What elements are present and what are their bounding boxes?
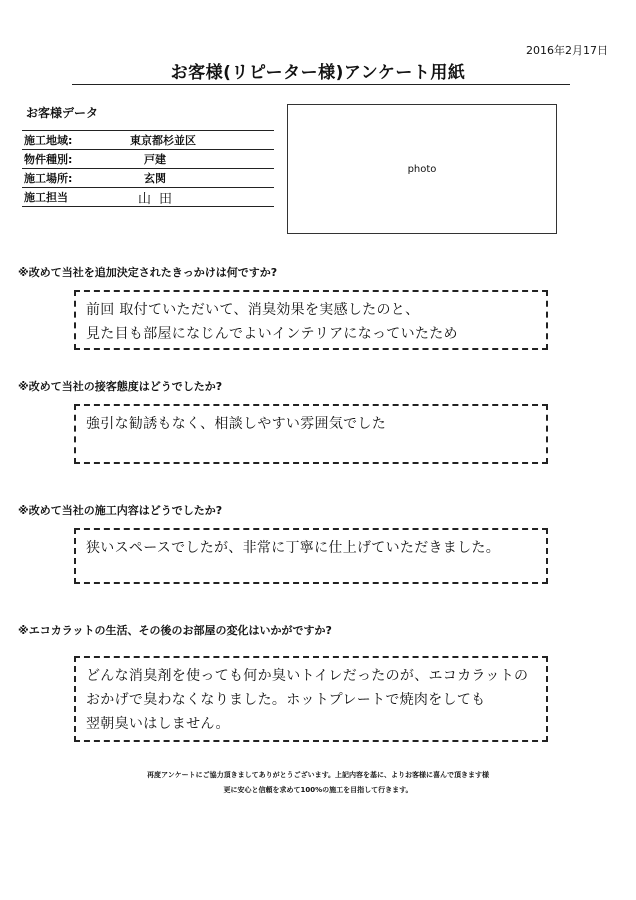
question-3: ※改めて当社の施工内容はどうでしたか? xyxy=(18,504,223,517)
question-2: ※改めて当社の接客態度はどうでしたか? xyxy=(18,380,223,393)
page-title: お客様(リピーター様)アンケート用紙 xyxy=(170,63,466,83)
answer-line: 前回 取付ていただいて、消臭効果を実感したのと、 xyxy=(86,302,420,318)
answer-line: 強引な勧誘もなく、相談しやすい雰囲気でした xyxy=(86,416,387,432)
answer-box-1 xyxy=(74,290,548,350)
info-row-location xyxy=(22,169,274,188)
closing-line: 再度アンケートにご協力頂きましてありがとうございます。上記内容を基に、よりお客様に喜んで頂きます様 xyxy=(146,771,490,779)
answer-box-4 xyxy=(74,656,548,742)
info-value: 東京都杉並区 xyxy=(130,134,196,147)
title-underline xyxy=(72,84,570,85)
answer-line: おかげで臭わなくなりました。ホットプレートで焼肉をしても xyxy=(86,692,486,708)
info-row-property-type xyxy=(22,150,274,169)
answer-line: 狭いスペースでしたが、非常に丁寧に仕上げていただきました。 xyxy=(86,540,500,556)
closing-line: 更に安心と信頼を求めて100%の施工を目指して行きます。 xyxy=(223,786,413,794)
answer-line: どんな消臭剤を使っても何か臭いトイレだったのが、エコカラットの xyxy=(86,668,529,684)
info-label: 物件種別: xyxy=(24,153,73,166)
question-1: ※改めて当社を追加決定されたきっかけは何ですか? xyxy=(18,266,278,279)
closing-message xyxy=(0,768,636,798)
info-label: 施工担当 xyxy=(24,191,68,204)
info-value: 玄関 xyxy=(144,172,166,185)
info-row-staff xyxy=(22,188,274,207)
info-label: 施工地域: xyxy=(24,134,73,147)
info-row-area xyxy=(22,130,274,150)
customer-info-table xyxy=(22,130,274,207)
info-label: 施工場所: xyxy=(24,172,73,185)
info-value: 戸建 xyxy=(144,153,166,166)
info-value-handwritten: 山田 xyxy=(138,191,181,207)
customer-data-header: お客様データ xyxy=(26,106,99,120)
photo-placeholder xyxy=(287,104,557,234)
question-4: ※エコカラットの生活、その後のお部屋の変化はいかがですか? xyxy=(18,624,332,637)
photo-label: photo xyxy=(407,163,437,175)
answer-box-2 xyxy=(74,404,548,464)
answer-box-3 xyxy=(74,528,548,584)
answer-line: 見た目も部屋になじんでよいインテリアになっていたため xyxy=(86,326,458,342)
answer-line: 翌朝臭いはしません。 xyxy=(86,716,230,732)
survey-date: 2016年2月17日 xyxy=(526,44,608,57)
